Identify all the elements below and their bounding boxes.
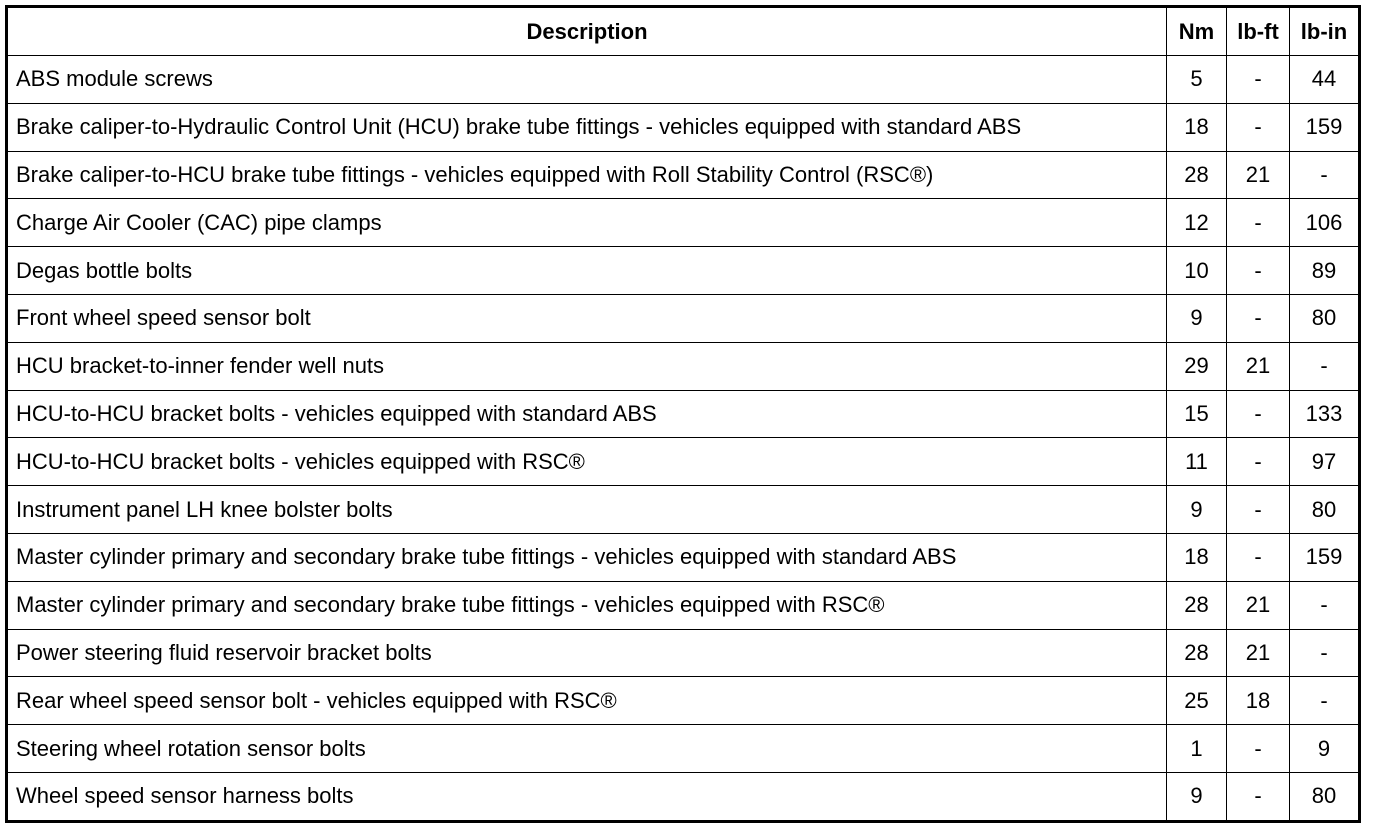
row-lb-in: - xyxy=(1290,581,1360,629)
table-row xyxy=(7,103,1360,151)
row-lb-ft: - xyxy=(1227,390,1290,438)
table-row xyxy=(7,390,1360,438)
row-lb-in: 159 xyxy=(1290,103,1360,151)
row-lb-in: 80 xyxy=(1290,294,1360,342)
row-lb-in: 44 xyxy=(1290,56,1360,104)
table-row xyxy=(7,629,1360,677)
row-lb-in: - xyxy=(1290,677,1360,725)
row-nm: 5 xyxy=(1167,56,1227,104)
row-lb-in: 9 xyxy=(1290,725,1360,773)
row-lb-in: 97 xyxy=(1290,438,1360,486)
table-row xyxy=(7,438,1360,486)
row-lb-in: 106 xyxy=(1290,199,1360,247)
table-row xyxy=(7,199,1360,247)
row-nm: 28 xyxy=(1167,581,1227,629)
row-lb-in: - xyxy=(1290,342,1360,390)
row-description: Charge Air Cooler (CAC) pipe clamps xyxy=(7,199,1167,247)
row-lb-in: - xyxy=(1290,151,1360,199)
row-description: ABS module screws xyxy=(7,56,1167,104)
row-description: Instrument panel LH knee bolster bolts xyxy=(7,486,1167,534)
row-nm: 9 xyxy=(1167,772,1227,821)
table-row xyxy=(7,342,1360,390)
row-nm: 10 xyxy=(1167,247,1227,295)
header-description: Description xyxy=(7,7,1167,56)
row-lb-ft: - xyxy=(1227,438,1290,486)
row-lb-ft: - xyxy=(1227,103,1290,151)
row-nm: 25 xyxy=(1167,677,1227,725)
row-lb-ft: 21 xyxy=(1227,581,1290,629)
row-nm: 12 xyxy=(1167,199,1227,247)
table-row xyxy=(7,677,1360,725)
header-lb-ft: lb-ft xyxy=(1227,7,1290,56)
table-row xyxy=(7,486,1360,534)
table-row xyxy=(7,772,1360,821)
row-nm: 29 xyxy=(1167,342,1227,390)
row-nm: 9 xyxy=(1167,486,1227,534)
row-lb-in: 159 xyxy=(1290,533,1360,581)
row-lb-ft: - xyxy=(1227,486,1290,534)
row-lb-ft: - xyxy=(1227,294,1290,342)
table-row xyxy=(7,247,1360,295)
row-description: Degas bottle bolts xyxy=(7,247,1167,295)
row-description: Brake caliper-to-Hydraulic Control Unit (HCU) brake tube fittings - vehicles equipped with standard ABS xyxy=(7,103,1167,151)
table-row xyxy=(7,581,1360,629)
header-lb-in: lb-in xyxy=(1290,7,1360,56)
row-nm: 11 xyxy=(1167,438,1227,486)
row-nm: 28 xyxy=(1167,151,1227,199)
row-nm: 15 xyxy=(1167,390,1227,438)
row-lb-in: 80 xyxy=(1290,772,1360,821)
row-lb-ft: - xyxy=(1227,533,1290,581)
row-description: Master cylinder primary and secondary brake tube fittings - vehicles equipped with standard ABS xyxy=(7,533,1167,581)
row-lb-in: 80 xyxy=(1290,486,1360,534)
table-row xyxy=(7,533,1360,581)
row-nm: 18 xyxy=(1167,103,1227,151)
row-lb-in: 133 xyxy=(1290,390,1360,438)
row-description: Master cylinder primary and secondary brake tube fittings - vehicles equipped with RSC® xyxy=(7,581,1167,629)
row-nm: 18 xyxy=(1167,533,1227,581)
table-row xyxy=(7,151,1360,199)
header-nm: Nm xyxy=(1167,7,1227,56)
torque-specifications-table xyxy=(5,5,1361,823)
row-lb-in: - xyxy=(1290,629,1360,677)
row-description: HCU bracket-to-inner fender well nuts xyxy=(7,342,1167,390)
row-description: Rear wheel speed sensor bolt - vehicles equipped with RSC® xyxy=(7,677,1167,725)
table-row xyxy=(7,294,1360,342)
row-lb-ft: 18 xyxy=(1227,677,1290,725)
row-lb-ft: - xyxy=(1227,56,1290,104)
table-row xyxy=(7,725,1360,773)
row-description: Wheel speed sensor harness bolts xyxy=(7,772,1167,821)
row-nm: 1 xyxy=(1167,725,1227,773)
row-lb-in: 89 xyxy=(1290,247,1360,295)
table-header-row xyxy=(7,7,1360,56)
row-description: HCU-to-HCU bracket bolts - vehicles equipped with RSC® xyxy=(7,438,1167,486)
row-description: HCU-to-HCU bracket bolts - vehicles equipped with standard ABS xyxy=(7,390,1167,438)
row-lb-ft: - xyxy=(1227,772,1290,821)
row-lb-ft: 21 xyxy=(1227,151,1290,199)
row-nm: 28 xyxy=(1167,629,1227,677)
row-nm: 9 xyxy=(1167,294,1227,342)
row-lb-ft: 21 xyxy=(1227,342,1290,390)
row-description: Power steering fluid reservoir bracket bolts xyxy=(7,629,1167,677)
row-lb-ft: 21 xyxy=(1227,629,1290,677)
row-description: Steering wheel rotation sensor bolts xyxy=(7,725,1167,773)
row-lb-ft: - xyxy=(1227,199,1290,247)
row-description: Brake caliper-to-HCU brake tube fittings - vehicles equipped with Roll Stability Control (RSC®) xyxy=(7,151,1167,199)
table-row xyxy=(7,56,1360,104)
row-description: Front wheel speed sensor bolt xyxy=(7,294,1167,342)
row-lb-ft: - xyxy=(1227,247,1290,295)
row-lb-ft: - xyxy=(1227,725,1290,773)
